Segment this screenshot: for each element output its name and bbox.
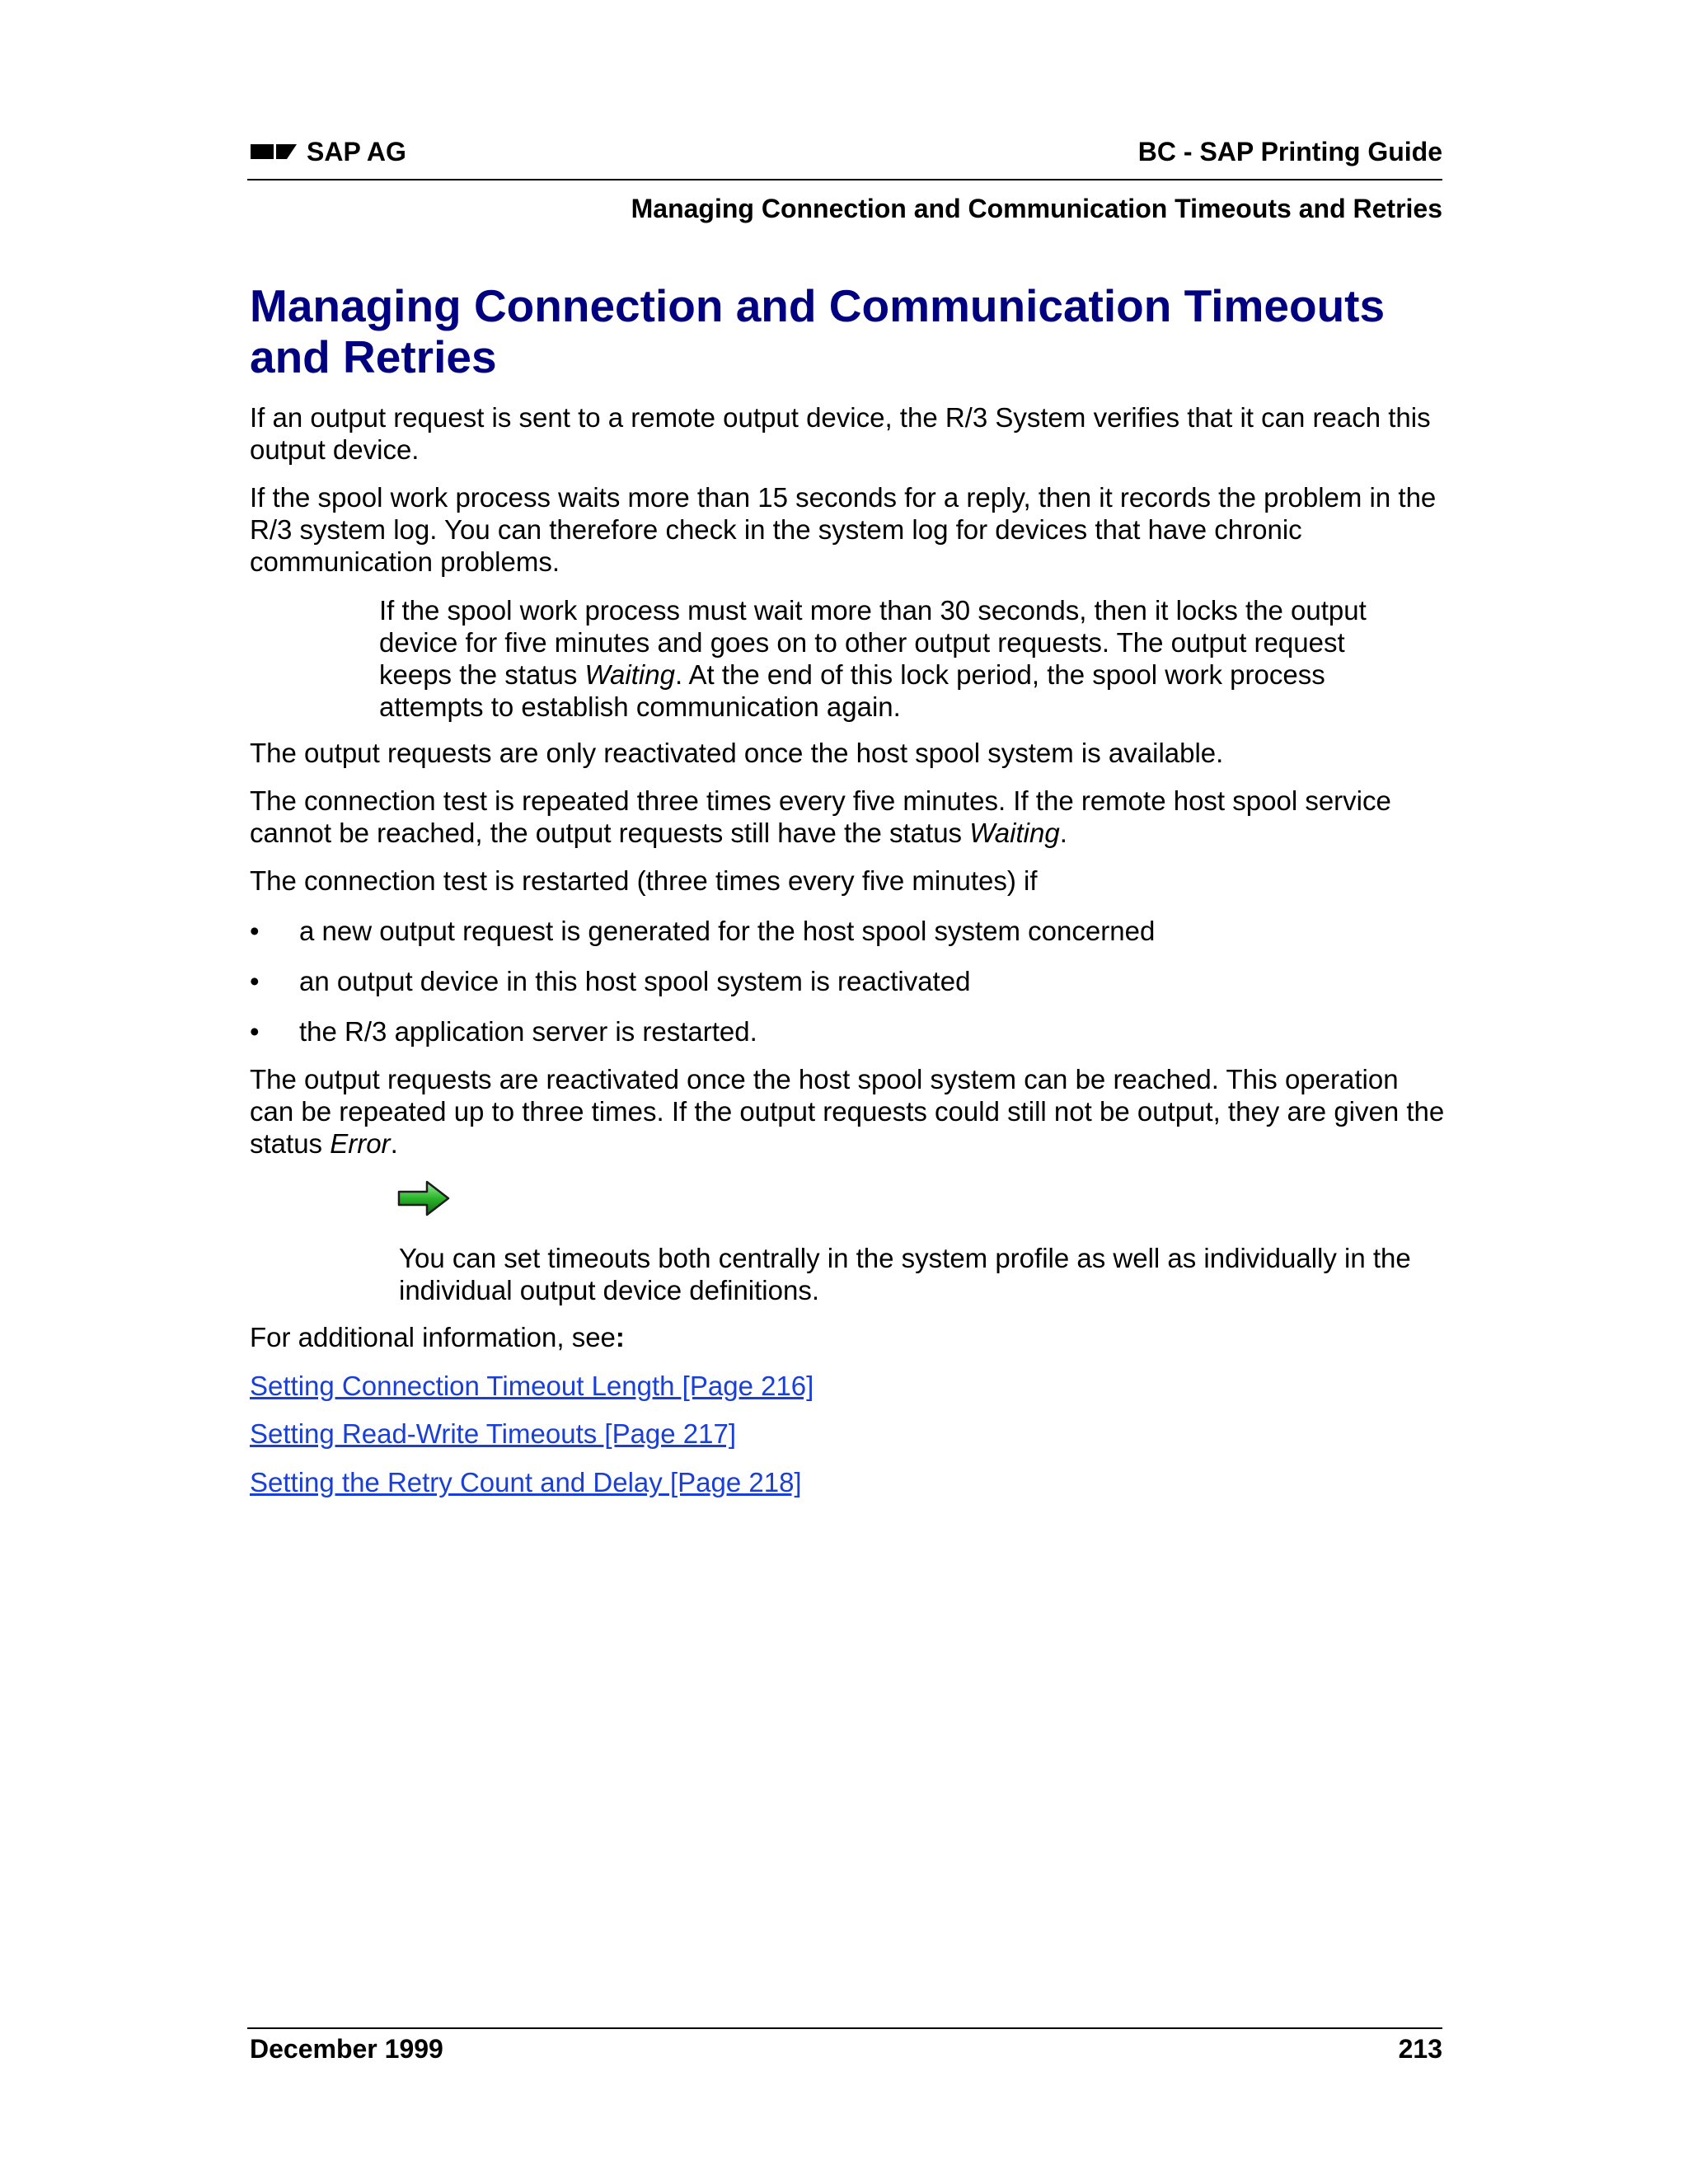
status-waiting: Waiting bbox=[584, 659, 675, 690]
paragraph-restart-conditions: The connection test is restarted (three times every five minutes) if bbox=[250, 865, 1038, 896]
bullet-icon: • bbox=[250, 1016, 260, 1047]
paragraph-error-status: The output requests are reactivated once the host spool system can be reached. This operation can be repeated up to three times. If the output requests could still not be output, they are given the status Error. bbox=[250, 1064, 1445, 1159]
footer-date: December 1999 bbox=[250, 2034, 443, 2064]
page-header bbox=[247, 135, 1442, 168]
sap-logo-icon bbox=[251, 143, 297, 160]
paragraph-system-log: If the spool work process waits more than 15 seconds for a reply, then it records the problem in the R/3 system log. You can therefore check in the system log for devices that have chronic communication problems. bbox=[250, 482, 1437, 577]
paragraph-lock-period: If the spool work process must wait more than 30 seconds, then it locks the output device for five minutes and goes on to other output requests. The output request keeps the status Waiting. At the end of this lock period, the spool work process attempts to establish communication again. bbox=[379, 595, 1367, 722]
running-section-title: Managing Connection and Communication Timeouts and Retries bbox=[631, 194, 1442, 223]
link-read-write-timeouts[interactable]: Setting Read-Write Timeouts [Page 217] bbox=[250, 1418, 737, 1449]
status-waiting: Waiting bbox=[969, 818, 1060, 848]
page-number: 213 bbox=[1398, 2034, 1442, 2064]
document-page: SAP AG BC - SAP Printing Guide Managing Connection and Communication Timeouts and Retries Managing Connection and Communication Timeouts and Retries If an output request is sent to a remote output device, the R/3 System verifies that it can reach this output device. If the spool work process waits more than 15 seconds for a reply, then it records the problem in the R/3 system log. You can therefore check in the system log for devices that have chronic communication problems. If the spool work process must wait more than 30 seconds, then it locks the output device for five minutes and goes on to other output requests. The output request keeps the status Waiting. At the end of this lock period, the spool work process attempts to establish communication again. The output requests are only reactivated once the host spool system is available. The connection test is repeated three times every five minutes. If the remote host spool service cannot be reached, the output requests still have the status Waiting. The connection test is restarted (three times every five minutes) if • a new output request is generated for the host spool system concerned • an output device in this host spool system is reactivated • the R/3 application server is restarted. The output requests are reactivated once the host spool system can be reached. This operation can be repeated up to three times. If the output requests could still not be output, they are given the status Error. You can set timeouts both centrally in the system profile as well as individually in the individual output device definitions. For additional information, see: Setting Connection Timeout Length [Page 216] Setting Read-Write Timeouts [Page 217] Setting the Retry Count and Delay [Page 218] December 1999 213 bbox=[0, 0, 1688, 2184]
link-connection-timeout[interactable]: Setting Connection Timeout Length [Page 216] bbox=[250, 1371, 814, 1401]
link-retry-count-delay[interactable]: Setting the Retry Count and Delay [Page 218] bbox=[250, 1467, 802, 1497]
see-also-text: For additional information, see: bbox=[250, 1322, 625, 1352]
green-arrow-icon bbox=[397, 1179, 450, 1218]
status-error: Error bbox=[330, 1128, 391, 1159]
bullet-icon: • bbox=[250, 966, 260, 996]
bullet-icon: • bbox=[250, 916, 260, 946]
paragraph-reactivated: The output requests are only reactivated once the host spool system is available. bbox=[250, 738, 1224, 768]
company-name: SAP AG bbox=[307, 137, 406, 166]
paragraph-remote-verify: If an output request is sent to a remote output device, the R/3 System verifies that it can reach this output device. bbox=[250, 402, 1431, 465]
note-text: You can set timeouts both centrally in the system profile as well as individually in the individual output device definitions. bbox=[399, 1243, 1411, 1305]
paragraph-connection-test: The connection test is repeated three times every five minutes. If the remote host spool service cannot be reached, the output requests still have the status Waiting. bbox=[250, 785, 1391, 848]
header-rule bbox=[247, 179, 1442, 180]
guide-title: BC - SAP Printing Guide bbox=[1137, 137, 1442, 166]
page-title: Managing Connection and Communication Timeouts and Retries bbox=[250, 280, 1386, 382]
footer-rule bbox=[247, 2027, 1442, 2029]
